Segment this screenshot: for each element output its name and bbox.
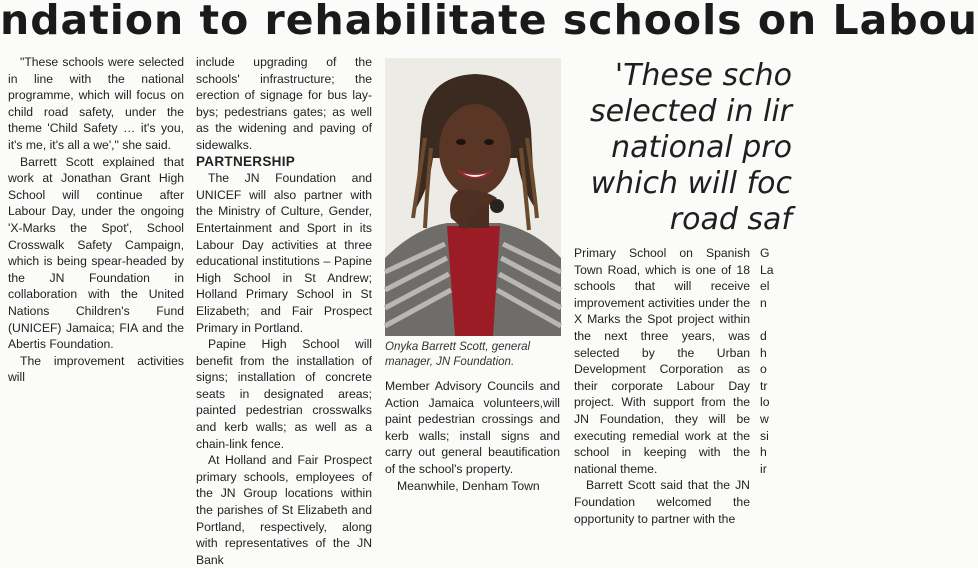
body-paragraph: The JN Foundation and UNICEF will also partner with the Ministry of Culture, Gender, Entertainment and Sport in its Labour Day activities at three educational institutions – Papine High School in St Andrew; Holland Primary School in St Elizabeth; and Fair Prospect Primary in Portland. — [196, 171, 372, 335]
body-paragraph: Papine High School will benefit from the installation of signs; installation of concrete seats in designated areas; painted pedestrian crosswalks and kerb walls; as well as a chain-link fence. — [196, 337, 372, 451]
pull-quote-line: which will foc — [590, 166, 792, 201]
text-fragment — [760, 311, 790, 328]
body-paragraph: Barrett Scott said that the JN Foundation welcomed the opportunity to partner with the — [574, 478, 750, 526]
text-fragment: el — [760, 279, 770, 294]
headline: ndation to rehabilitate schools on Labou — [0, 0, 978, 44]
pull-quote-line: road saf — [669, 202, 792, 237]
text-fragment: n — [760, 295, 767, 310]
pull-quote — [572, 58, 792, 238]
body-paragraph: Meanwhile, Denham Town — [397, 478, 540, 493]
body-paragraph: "These schools were selected in line with the national programme, which will focus on child road safety, under the theme 'Child Safety … it's you, it's me, it's all a we'," she said. — [8, 55, 184, 152]
text-fragment: tr — [760, 378, 768, 393]
photo-caption: Onyka Barrett Scott, general manager, JN Foundation. — [385, 341, 531, 368]
portrait-illustration — [385, 58, 561, 336]
article-column-5-cropped — [760, 245, 790, 477]
body-paragraph: The improvement activities will — [8, 353, 184, 385]
text-fragment: G — [760, 246, 770, 260]
text-fragment: d — [760, 328, 767, 343]
body-paragraph: Primary School on Spanish Town Road, which is one of 18 schools that will receive improvement activities under the X Marks the Spot project within the next three years, was selected by the Urban Development Corporation as their corporate Labour Day project. With support from the JN Foundation, they will be executing remedial work at the school in keeping with the national theme. — [574, 246, 750, 476]
text-fragment: o — [760, 362, 767, 377]
body-paragraph: include upgrading of the schools' infrastructure; the erection of signage for bus lay-bys; pedestrians gates; as well as the widening and paving of sidewalks. — [196, 55, 372, 152]
text-fragment: ir — [760, 461, 767, 476]
body-paragraph: At Holland and Fair Prospect primary schools, employees of the JN Group locations within the parishes of St Elizabeth and Portland, respectively, along with representatives of the JN Bank — [196, 453, 372, 567]
pull-quote-line: 'These scho — [614, 58, 792, 93]
article-column-2 — [196, 54, 372, 568]
article-column-1 — [8, 54, 184, 386]
text-fragment: si — [760, 428, 769, 443]
text-fragment: w — [760, 411, 769, 426]
article-column-3 — [385, 378, 560, 494]
article-column-4 — [574, 245, 750, 527]
text-fragment: La — [760, 262, 774, 277]
text-fragment: lo — [760, 395, 770, 410]
text-fragment: h — [760, 445, 767, 460]
body-paragraph: Member Advisory Councils and Action Jamaica volunteers,will paint pedestrian crossings and kerb walls; install signs and carry out general beautification of the school's property. — [385, 379, 560, 476]
text-fragment: h — [760, 345, 767, 360]
pull-quote-line: selected in lir — [589, 94, 792, 129]
portrait-photo — [385, 58, 561, 336]
section-subhead: PARTNERSHIP — [196, 153, 296, 169]
body-paragraph: Barrett Scott explained that work at Jonathan Grant High School will continue after Labour Day, under the ongoing 'X-Marks the Spot', School Crosswalk Safety Campaign, which is being spear-headed by the JN Foundation in collaboration with the United Nations Children's Fund (UNICEF) Jamaica; FIA and the Abertis Foundation. — [8, 154, 184, 352]
pull-quote-line: national pro — [611, 130, 792, 165]
